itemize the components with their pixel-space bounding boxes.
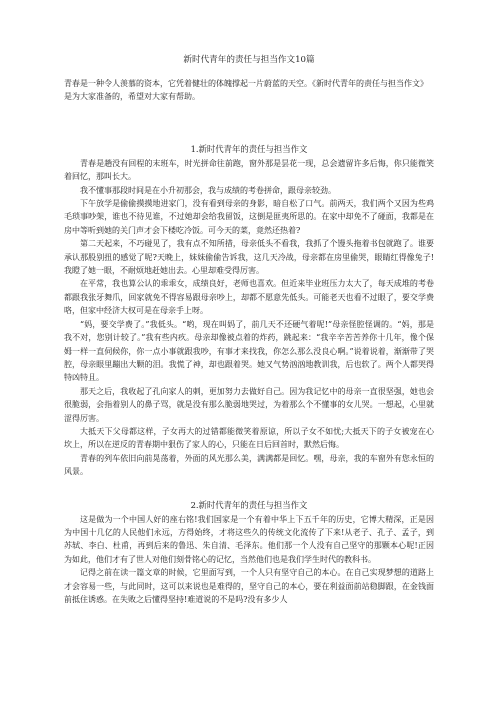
section-2-paragraph: 这是做为一个中国人好的座右铭!我们国家是一个有着中华上下五千年的历史，它博大精深，正是因为中国十几亿的人民他们永远，方得始终，才将这些久的传统文化流传了下来!从老子、孔子、孟子，到苏轼、李白、杜甫，再到后来的鲁迅、朱自清、毛泽东。他们那一个人没有自己坚守的那颗本心呢!正因为如此，他们才有了世人对他们刻骨铭心的记忆，当然他们也是我们学生时代的教科书。	[64, 514, 434, 564]
section-1-paragraph: 我不懂事那段时间是在小升初那会，我与成绩的考卷拼命，跟母亲较劲。	[80, 185, 336, 195]
section-2-paragraph: 记得之前在读一篇文章的时候，它里面写到，一个人只有坚守自己的本心。在自己实现梦想的道路上才会容易一些，与此同时，这可以来说也是难得的，坚守自己的本心，要在利益面前站稳脚跟，在金钱面前抵住诱惑。在失败之后懂得坚持!难道说的不是吗?没有多少人	[64, 568, 434, 604]
section-1-paragraph: 第二天起来，不巧碰见了，我有点不知所措，母亲低头不看我，我抓了个馒头拖着书包就跑了。谁要承认那股别扭的感觉了呢?天晚上，妹妹偷偷告诉我，这几天冷战，母亲都在房里偷哭，眼睛红得像兔子!我瞪了她一眼，不耐烦地赶她出去。心里却难受得厉害。	[64, 239, 434, 276]
section-1-paragraph: 青春是趟没有回程的末班车，时光拼命往前跑，窗外那是昙花一现，总会遗留许多后悔，你只能微笑着回忆，那叫长大。	[64, 158, 434, 182]
document-page	[64, 54, 434, 606]
section-1-paragraph: “妈，要交学费了。”我低头。“哟，现在叫妈了，前几天不还硬气着呢!”母亲怪腔怪调的。“妈，那是我不对，您别计较了。”我有些内疚。母亲却像被点着的炸药，跳起来：“我辛辛苦苦养你十几年，像个保姆一样一直伺候你，你一点小事就跟我吵，有事才来找我，你怎么那么没良心啊。”说着说着，渐渐带了哭腔，母亲眼里蹦出大颗的泪。我慌了神，却也跟着哭。她又气势汹汹地教训我，后也软了。两个人都哭得特凶特且。	[64, 319, 434, 383]
section-1-paragraph: 大抵天下父母都这样，子女再大的过错都能微笑着原谅，所以子女不如忧;大抵天下的子女被宠在心坎上，所以在逆反的青春期中狠伤了家人的心，只能在日后回首时，默然后悔。	[64, 426, 434, 450]
section-2-heading: 2.新时代青年的责任与担当作文	[190, 499, 308, 510]
document-title: 新时代青年的责任与担当作文10篇	[183, 55, 315, 65]
section-1-paragraph: 那天之后，我收起了孔向家人的刺，更加努力去做好自己。因为我记忆中的母亲一直很坚强，她也会很脆弱，会指着别人的鼻子骂，就是没有那么脆弱地哭过，为着那么个不懂事的女儿哭。一想起，心里就涩得厉害。	[64, 386, 434, 423]
section-1-body	[64, 157, 434, 479]
section-1-paragraph: 青春的列车依旧向前晃荡着，外面的风光那么美，满满都是回忆。嘿，母亲，我的车窗外有您永恒的风景。	[64, 453, 434, 477]
section-2-body	[64, 513, 434, 607]
section-1-heading: 1.新时代青年的责任与担当作文	[190, 143, 308, 154]
section-1-paragraph: 在平常，我也算公认的乖乖女，成绩良好，老师也喜欢。但近来毕业班压力太大了，每天成堆的考卷都跟我张牙舞爪，回家就免不得容易跟母亲吵上，却都不愿意先低头。可能老天也看不过眼了，要交学费咯，但家中经济大权可是在母亲手上呀。	[64, 279, 434, 316]
section-1-paragraph: 下午放学是偷偷摸摸地进家门，没有看到母亲的身影，暗自松了口气。前两天，我们两个又因为些鸡毛琐事吵架，谁也不待见谁，不过她却会给我留饭，这倒是匪夷所思的。在家中却免不了碰面，我都是在房中等听到她的关门声才会下楼吃冷饭。可今天的菜，竟然还热着?	[64, 199, 434, 235]
intro-paragraph: 青春是一种令人羡慕的资本，它凭着健壮的体魄撑起一片蔚蓝的天空。《新时代青年的责任与担当作文》是为大家准备的，希望对大家有帮助。	[64, 79, 428, 102]
